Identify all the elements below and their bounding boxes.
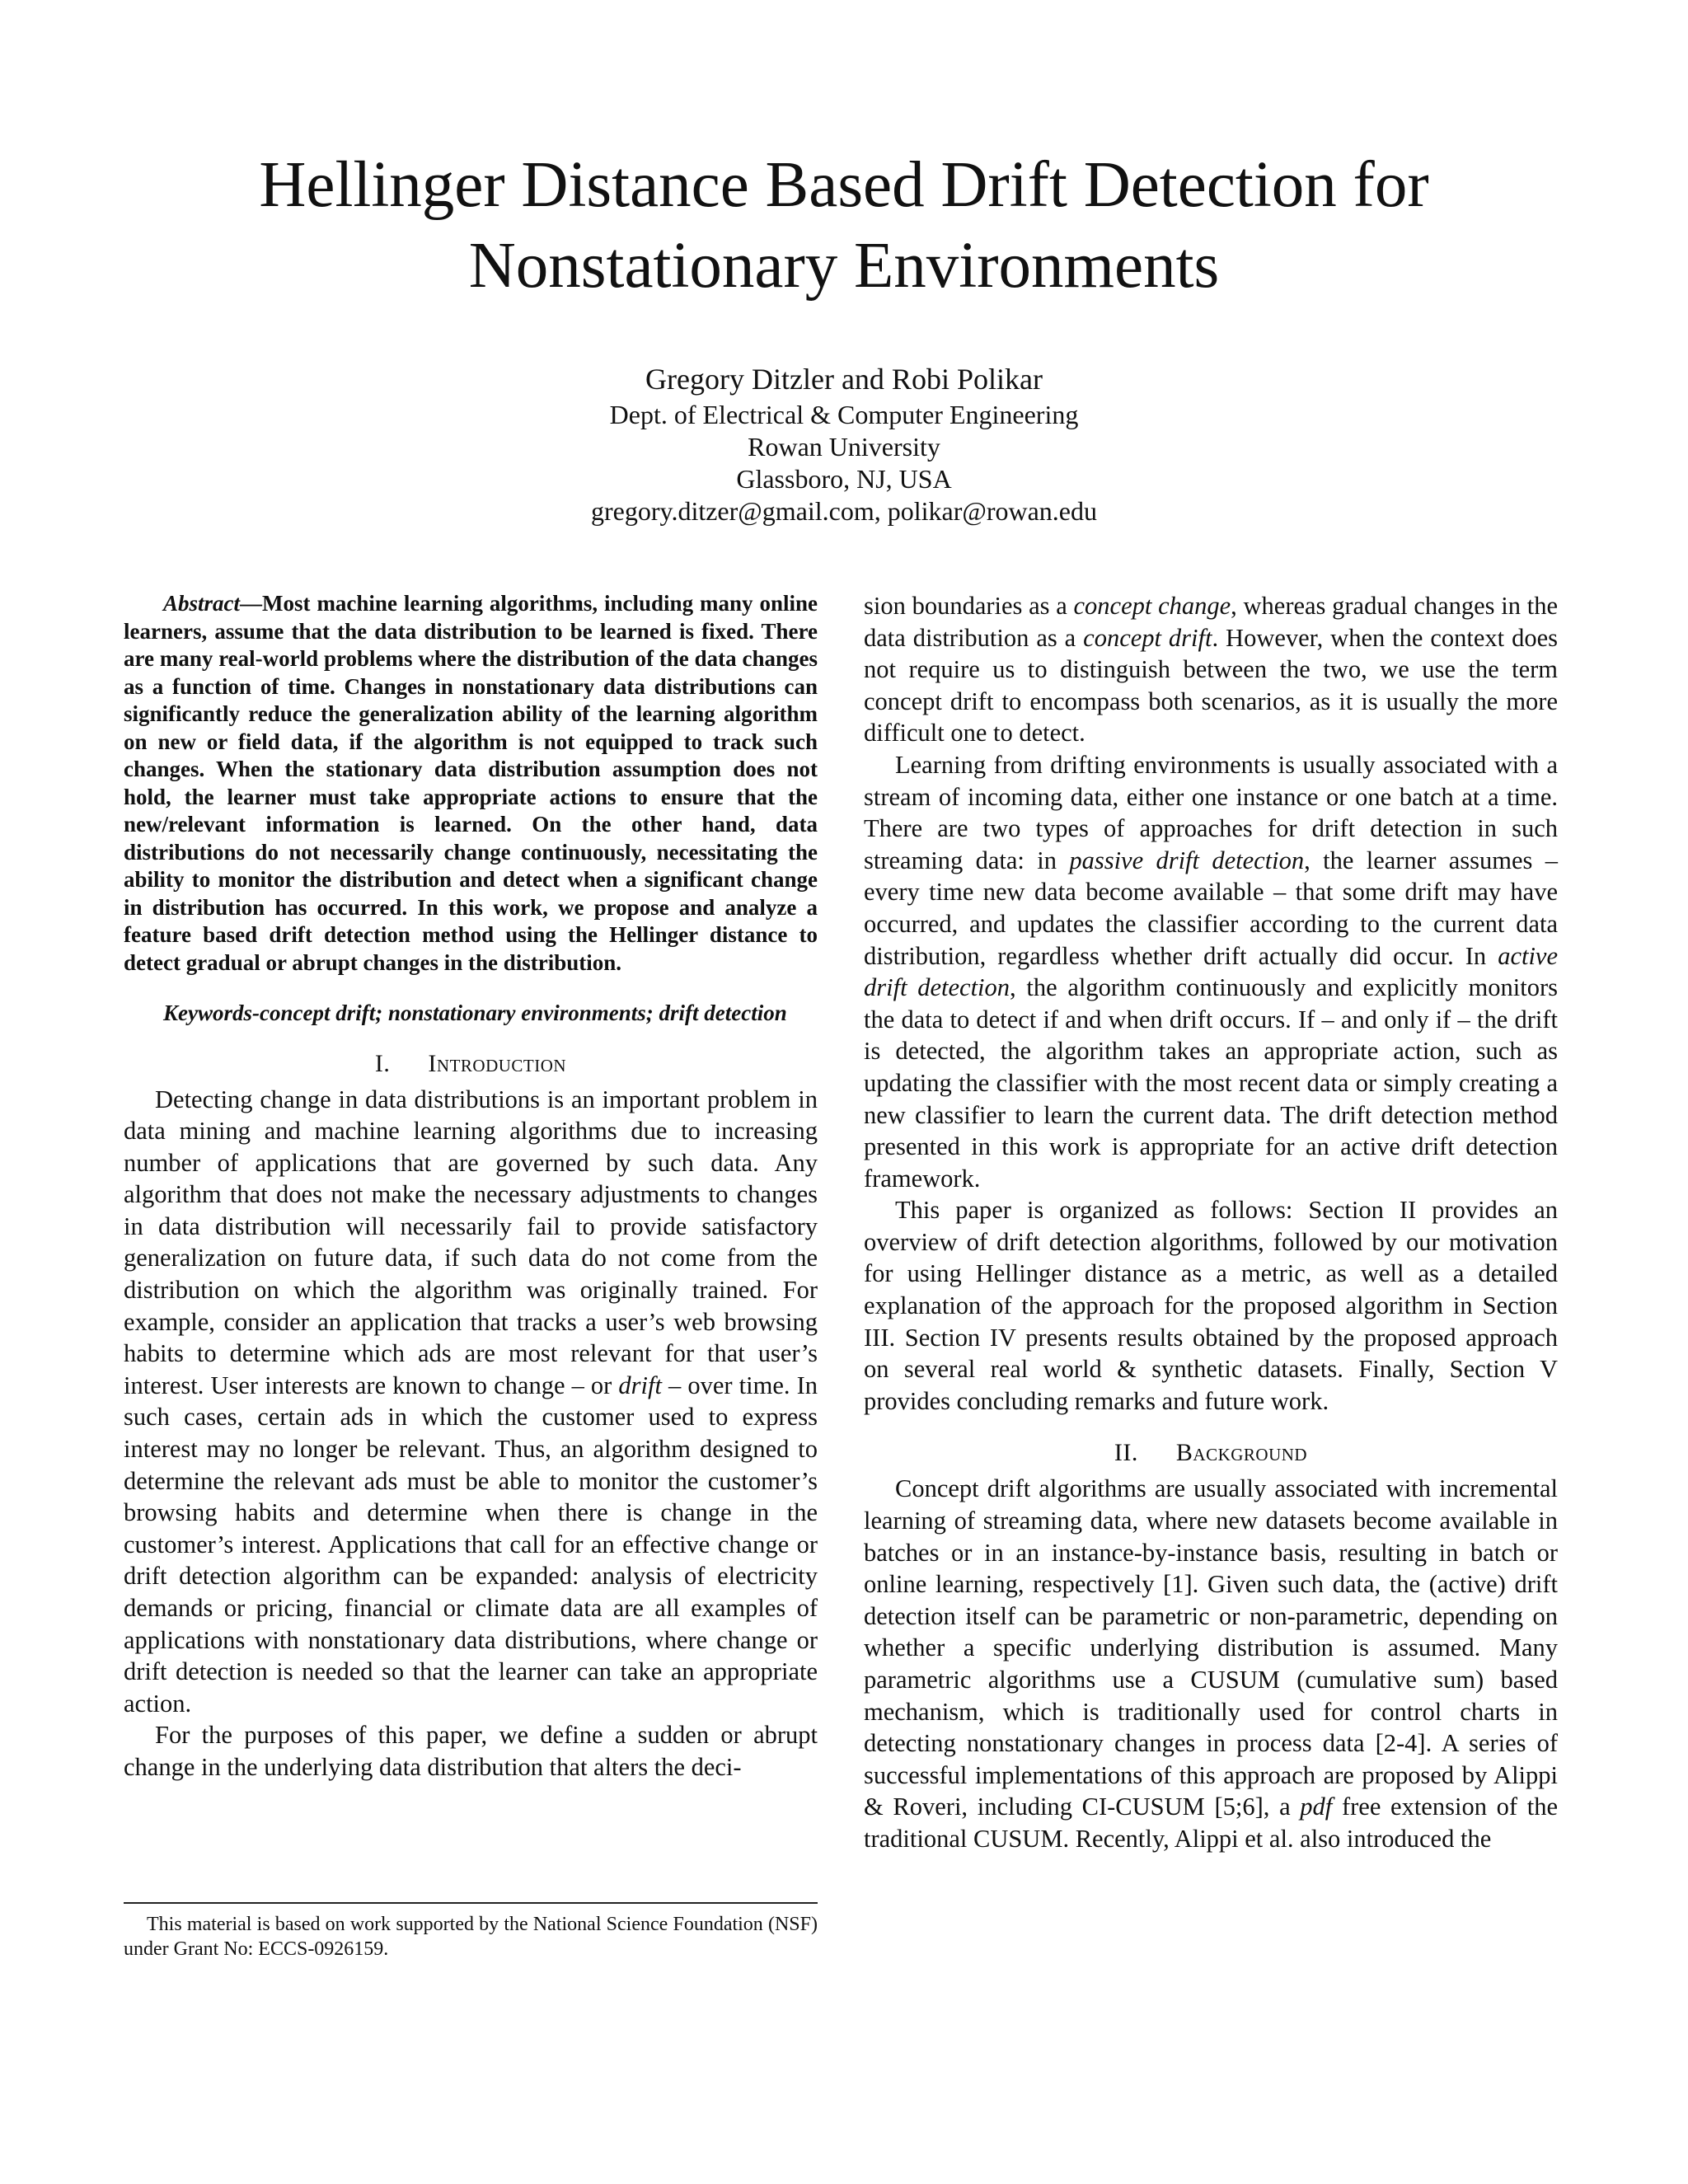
section-title: Introduction xyxy=(428,1049,567,1077)
intro-p1-text-a: Detecting change in data distributions is an important problem in data mining and machine learning algorithms due to increasing number of applications that are governed by such data. Any algorithm that does not make the necessary adjustments to changes in data distribution will necessarily fail to provide satisfactory generalization on future data, if such data do not come from the distribution on which the algorithm was originally trained. For example, consider an application that tracks a user’s web browsing habits to determine which ads are most relevant for that user’s interest. User interests are known to change – or xyxy=(124,1085,818,1399)
section-title: Background xyxy=(1175,1439,1308,1467)
keywords: Keywords-concept drift; nonstationary environments; drift detection xyxy=(163,1001,787,1025)
affiliation-department: Dept. of Electrical & Computer Engineering xyxy=(609,400,1079,429)
r-p1-text-c: . However, when the context does not require us to distinguish between the two, we use the term concept drift to encompass both scenarios, as it is usually the more difficult one to detect. xyxy=(864,623,1558,748)
r-p2-text-b: , the learner assumes – every time new data become available – that some drift may have occurred, and updates the classifier according to the current data distribution, regardless whether drift actually did occur. In xyxy=(864,846,1558,970)
r-p2-text-c: , the algorithm continuously and explicitly monitors the data to detect if and when drift occurs. If – and only if – the drift is detected, the algorithm takes an appropriate action, such as updating the classifier with the most recent data or simply creating a new classifier to learn the current data. The drift detection method presented in this work is appropriate for an active drift detection framework. xyxy=(864,973,1558,1193)
left-column xyxy=(124,590,818,1783)
right-paragraph-1 xyxy=(864,590,1558,749)
affiliation-university: Rowan University xyxy=(748,432,940,462)
footnote-divider xyxy=(124,1902,818,1904)
section-number: I. xyxy=(374,1049,391,1077)
r-p1-text-b: , whereas gradual changes in the data distribution as a xyxy=(864,592,1558,652)
affiliation-emails: gregory.ditzer@gmail.com, polikar@rowan.edu xyxy=(591,496,1097,526)
paper-title-line-1: Hellinger Distance Based Drift Detection for xyxy=(259,149,1429,221)
r-p2-text-a: Learning from drifting environments is usually associated with a stream of incoming data, either one instance or one batch at a time. There are two types of approaches for drift detection in such streaming data: in xyxy=(864,750,1558,874)
intro-paragraph-2: For the purposes of this paper, we define a sudden or abrupt change in the underlying data distribution that alters the deci- xyxy=(124,1721,818,1781)
bg-p1-text-b: free extension of the traditional CUSUM. Recently, Alippi et al. also introduced the xyxy=(864,1793,1558,1853)
right-column xyxy=(864,590,1558,1855)
background-paragraph-1 xyxy=(864,1473,1558,1854)
section-heading-introduction xyxy=(124,1047,818,1080)
affiliation-location: Glassboro, NJ, USA xyxy=(736,464,952,494)
abstract xyxy=(124,590,818,977)
author-affiliation xyxy=(0,399,1688,527)
intro-paragraph-1 xyxy=(124,1084,818,1720)
paper-authors: Gregory Ditzler and Robi Polikar xyxy=(645,363,1043,396)
section-number: II. xyxy=(1114,1439,1138,1467)
r-p2-emphasis-1: passive drift detection xyxy=(1069,846,1305,874)
right-paragraph-3: This paper is organized as follows: Section II provides an overview of drift detection algorithms, followed by our motivation for using Hellinger distance as a metric, as well as a detailed explanation of the approach for the proposed algorithm in Section III. Section IV presents results obtained by the proposed approach on several real world & synthetic datasets. Finally, Section V provides concluding remarks and future work. xyxy=(864,1196,1558,1415)
intro-p1-text-b: – over time. In such cases, certain ads in which the customer used to express interest may no longer be relevant. Thus, an algorithm designed to determine the relevant ads must be able to monitor the customer’s browsing habits and determine when there is change in the customer’s interest. Applications that call for an effective change or drift detection algorithm can be expanded: analysis of electricity demands or pricing, financial or climate data are all examples of applications with nonstationary data distributions, where change or drift detection is needed so that the learner can take an appropriate action. xyxy=(124,1371,818,1718)
abstract-text: —Most machine learning algorithms, including many online learners, assume that the data distribution to be learned is fixed. There are many real-world problems where the distribution of the data changes as a function of time. Changes in nonstationary data distributions can significantly reduce the generalization ability of the learning algorithm on new or field data, if the algorithm is not equipped to track such changes. When the stationary data distribution assumption does not hold, the learner must take appropriate actions to ensure that the new/relevant information is learned. On the other hand, data distributions do not necessarily change continuously, necessitating the ability to monitor the distribution and detect when a significant change in distribution has occurred. In this work, we propose and analyze a feature based drift detection method using the Hellinger distance to detect gradual or abrupt changes in the distribution. xyxy=(124,591,818,975)
right-paragraph-2 xyxy=(864,749,1558,1194)
r-p2-emphasis-2: active drift detection xyxy=(864,941,1558,1002)
bg-p1-text-a: Concept drift algorithms are usually associated with incremental learning of streaming data, where new datasets become available in batches or in an instance-by-instance basis, resulting in batch or online learning, respectively [1]. Given such data, the (active) drift detection itself can be parametric or non-parametric, depending on whether a specific underlying distribution is assumed. Many parametric algorithms use a CUSUM (cumulative sum) based mechanism, which is traditionally used for control charts in detecting nonstationary changes in process data [2-4]. A series of successful implementations of this approach are proposed by Alippi & Roveri, including CI-CUSUM [5;6], a xyxy=(864,1474,1558,1821)
intro-p1-emphasis: drift xyxy=(618,1371,662,1399)
abstract-lead: Abstract xyxy=(163,591,241,616)
section-heading-background xyxy=(864,1436,1558,1469)
footnote: This material is based on work supported by the National Science Foundation (NSF) under Grant No: ECCS-0926159. xyxy=(124,1914,818,1960)
r-p1-text-a: sion boundaries as a xyxy=(864,592,1074,620)
bg-p1-emphasis: pdf xyxy=(1300,1793,1333,1821)
paper-title-line-2: Nonstationary Environments xyxy=(468,230,1220,302)
paper-title xyxy=(0,145,1688,307)
r-p1-emphasis-2: concept drift xyxy=(1083,623,1212,652)
r-p1-emphasis-1: concept change xyxy=(1073,592,1231,620)
